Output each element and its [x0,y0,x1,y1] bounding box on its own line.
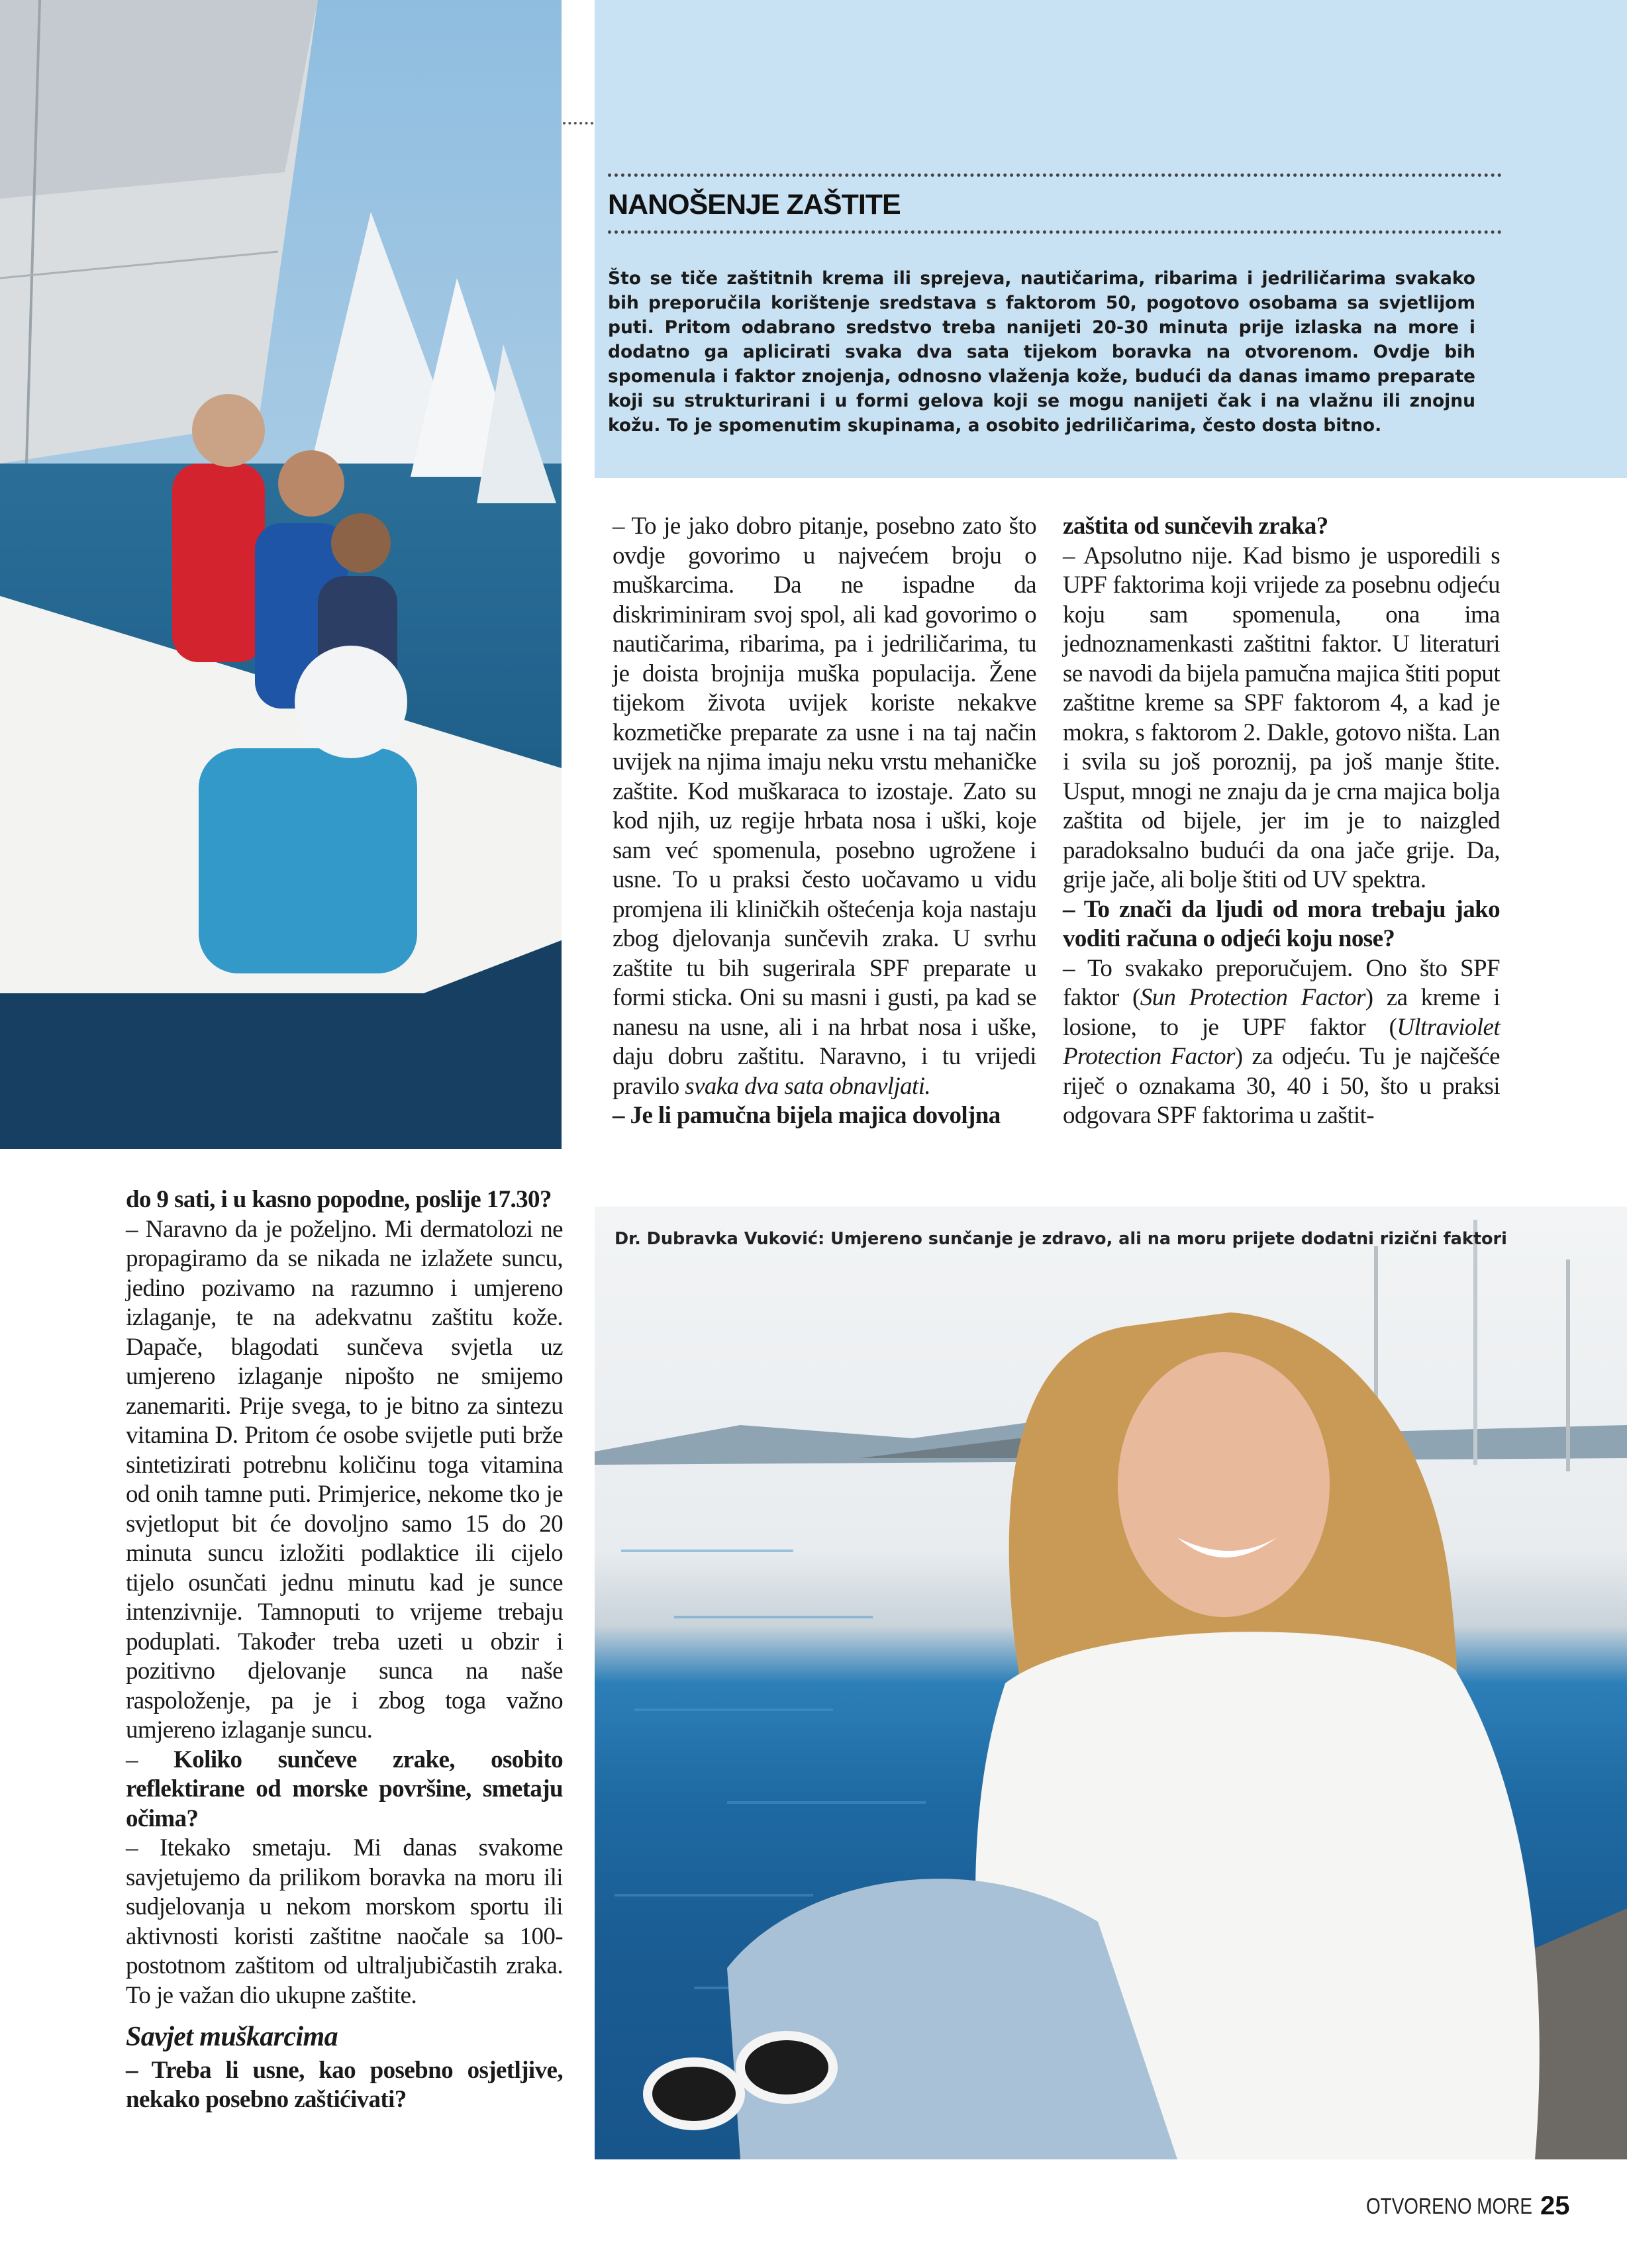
sidebar-text: Što se tiče zaštitnih krema ili sprejeva, nautičarima, ribarima i jedriličarima svakako bih preporučila korištenje sredstava s faktorom 50, pogotovo osobama sa svjetlijom puti. Pritom odabrano sredstvo treba nanijeti 20-30 minuta prije izlaska na more i dodatno ga aplicirati svaka dva sata tijekom boravka na otvorenom. Ovdje bih spomenula i faktor znojenja, odnosno vlaženja kože, budući da danas imamo preparate koji su strukturirani i u formi gelova koji se mogu nanijeti čak i na vlažnu ili znojnu kožu. To je spomenutim skupinama, a osobito jedriličarima, često dosta bitno. [608,268,1475,436]
question: – To znači da ljudi od mora trebaju jako voditi računa o odjeći koju nose? [1063,895,1500,952]
question: – Je li pamučna bijela majica dovoljna [613,1102,1001,1129]
photo-caption: Dr. Dubravka Vuković: Umjereno sunčanje je zdravo, ali na moru prijete dodatni rizični faktori [615,1229,1507,1249]
portrait-photo [595,1207,1627,2159]
article-column-right [1063,512,1500,1131]
question: do 9 sati, i u kasno popodne, poslije 17.30? [126,1186,552,1213]
question: zaštita od sunčevih zraka? [1063,513,1328,540]
sidebar-title: NANOŠENJE ZAŠTITE [608,189,901,221]
answer: – Apsolutno nije. Kad bismo je usporedili s UPF faktorima koji vrijede za posebnu odjeću koju sam spomenula, ona ima jednoznamenkasti zaštitni faktor. U literaturi se navodi da bijela pamučna majica štiti poput zaštitne kreme sa SPF faktorom 4, a kad je mokra, s faktorom 2. Dakle, gotovo ništa. Lan i svila su još poroznij, pa još manje štite. Usput, mnogi ne znaju da je crna majica bolja zaštita od bijele, jer im je to naizgled paradoksalno budući da ona jače grije. Da, grije jače, ali bolje štiti od UV spektra. [1063,542,1500,893]
article-column-middle [613,512,1036,1131]
sidebar-divider-top [608,173,1502,177]
answer: – Naravno da je poželjno. Mi dermatolozi ne propagiramo da se nikada ne izlažete suncu, jedino pozivamo na razumno i umjereno izlaganje, te na adekvatnu zaštitu kože. Dapače, blagodati sunčeva svjetla uz umjereno izlaganje nipošto ne smijemo zanemariti. Prije svega, to je bitno za sintezu vitamina D. Pritom će osobe svijetle puti brže sintetizirati potrebnu količinu toga vitamina od onih tamne puti. Primjerice, nekome tko je svjetloput bit će dovoljno samo 15 do 20 minuta suncu izložiti podlaktice ili cijelo tijelo osunčati jednu minutu kad je sunce intenzivnije. Tamnoputi to vrijeme trebaju poduplati. Također treba uzeti u obzir i pozitivno djelovanje sunca na naše raspoloženje, pa je i zbog toga važno umjereno izlaganje suncu. [126,1215,563,1744]
question: – Treba li usne, kao posebno osjetljive, nekako posebno zaštićivati? [126,2056,563,2113]
answer: – To svakako preporučujem. Ono što SPF faktor (Sun Protection Factor) za kreme i losione, to je UPF faktor (Ultraviolet Protection Factor) za odjeću. Tu je najčešće riječ o oznakama 30, 40 i 50, što u praksi odgovara SPF faktorima u zaštit- [1063,954,1500,1129]
question: – Koliko sunčeve zrake, osobito reflektirane od morske površine, smetaju očima? [126,1746,563,1832]
page-number: 25 [1540,2191,1570,2220]
subheading: Savjet muškarcima [126,2022,338,2052]
sailing-photo [0,0,562,1149]
magazine-name: OTVORENO MORE [1366,2194,1532,2219]
answer: – Itekako smetaju. Mi danas svakome savjetujemo da prilikom boravka na moru ili sudjelovanja u nekom morskom sportu ili aktivnosti koristi zaštitne naočale sa 100-postotnom zaštitom od ultraljubičastih zraka. To je važan dio ukupne zaštite. [126,1834,563,2009]
sidebar-divider-bottom [608,230,1502,234]
divider [563,122,593,124]
article-column-left [126,1185,563,2115]
answer: – To je jako dobro pitanje, posebno zato što ovdje govorimo u najvećem broju o muškarcima. Da ne ispadne da diskriminiram svoj spol, ali kad govorimo o nautičarima, ribarima, pa i jedriličarima, tu je doista brojnija muška populacija. Žene tijekom života uvijek koriste nekakve kozmetičke preparate za usne i na taj način uvijek na njima imaju neku vrstu mehaničke zaštite. Kod muškaraca to izostaje. Zato su kod njih, uz regije hrbata nosa i uški, koje sam već spomenula, posebno ugrožene i usne. To u praksi često uočavamo u vidu promjena ili kliničkih oštećenja koja nastaju zbog djelovanja sunčevih zraka. U svrhu zaštite tu bih sugerirala SPF preparate u formi sticka. Oni su masni i gusti, pa kad se nanesu na usne, ali i na hrbat nosa i uške, daju dobru zaštitu. Naravno, i tu vrijedi pravilo svaka dva sata obnavljati. [613,513,1036,1100]
